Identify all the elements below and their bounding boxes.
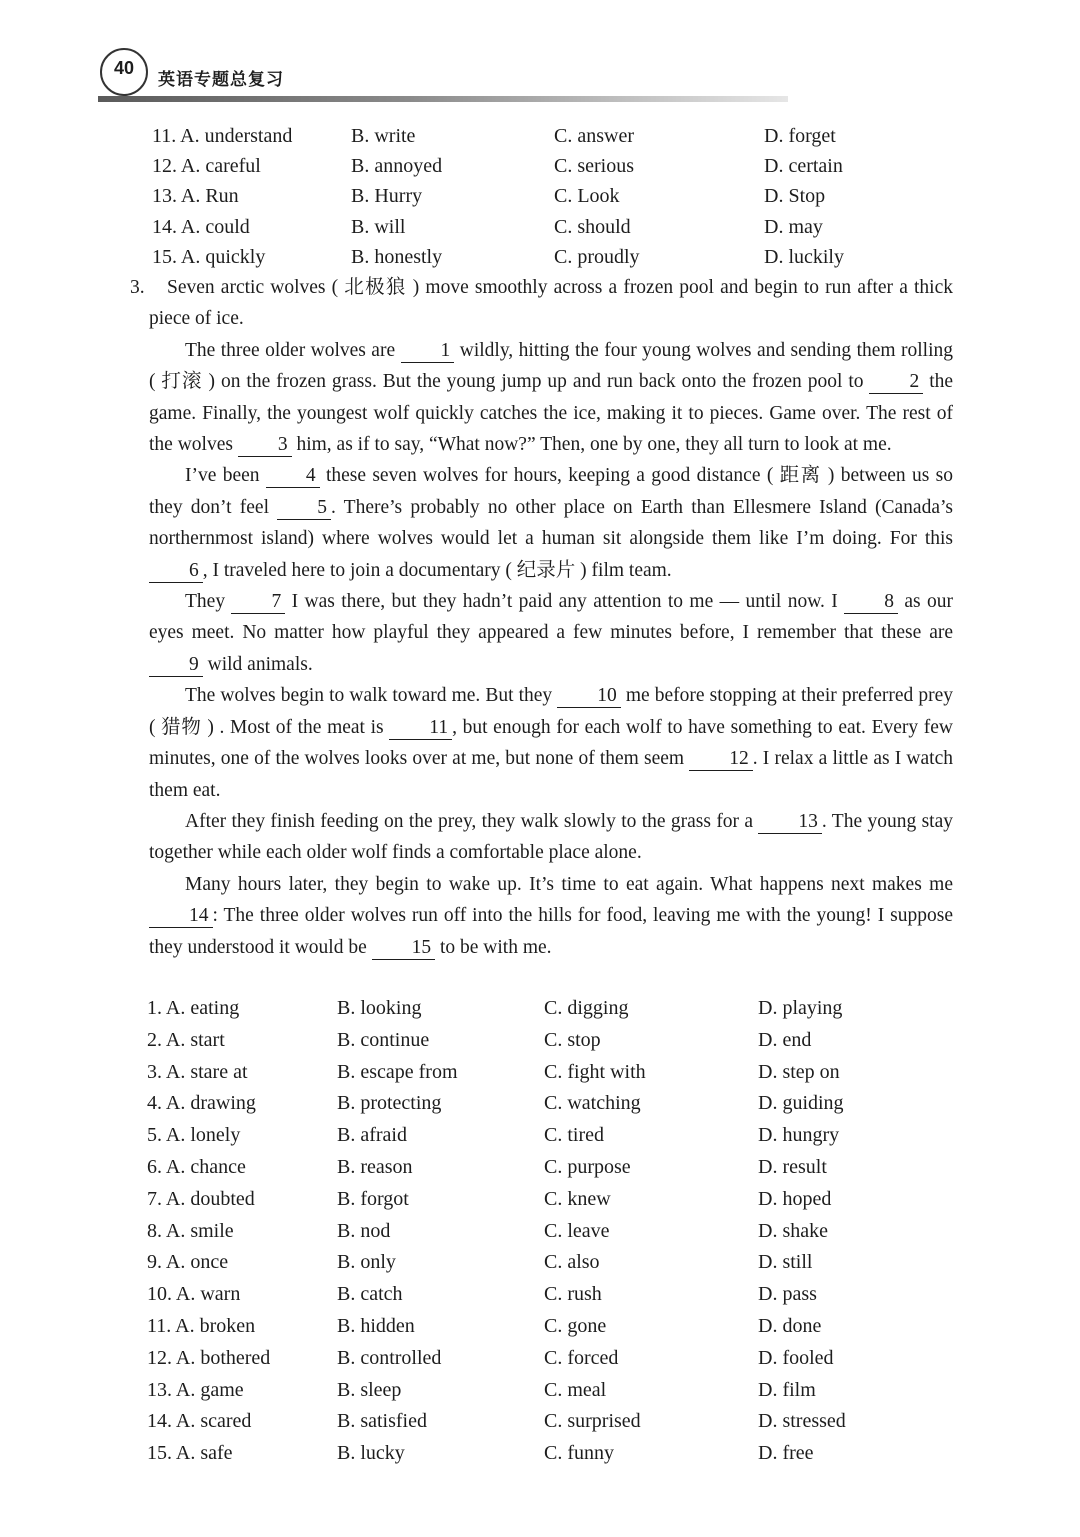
option-choice[interactable]: B. satisfied [337,1410,427,1433]
option-choice[interactable]: D. certain [764,155,843,178]
option-choice[interactable]: B. reason [337,1155,413,1178]
header-rule [98,96,788,102]
option-choice[interactable]: D. step on [758,1060,840,1083]
option-choice[interactable]: D. playing [758,997,843,1019]
option-choice[interactable]: 7. A. doubted [147,1187,255,1210]
passage-paragraph: 3. Seven arctic wolves ( 北极狼 ) move smoothly across a frozen pool and begin to run after a thick piece of ice. [149,272,953,335]
option-choice[interactable]: B. honestly [351,245,443,268]
option-choice[interactable]: C. meal [544,1378,607,1401]
option-choice[interactable]: C. also [544,1251,600,1274]
option-choice[interactable]: D. result [758,1155,827,1178]
option-choice[interactable]: D. shake [758,1219,828,1242]
option-choice[interactable]: D. end [758,1028,812,1051]
option-choice[interactable]: C. serious [554,155,634,178]
option-choice[interactable]: D. forget [764,125,836,147]
answer-blank[interactable]: 8 [844,591,898,614]
option-choice[interactable]: C. surprised [544,1410,641,1433]
cloze-passage [130,272,954,963]
answer-blank[interactable]: 7 [231,591,285,614]
option-choice[interactable]: D. done [758,1314,822,1337]
answer-blank[interactable]: 12 [689,748,753,771]
option-choice[interactable]: C. rush [544,1283,602,1306]
option-choice[interactable]: 12. A. bothered [147,1346,271,1369]
option-choice[interactable]: C. fight with [544,1060,646,1083]
page-header [98,46,788,108]
answer-blank[interactable]: 1 [401,340,455,363]
option-choice[interactable]: 6. A. chance [147,1155,246,1178]
option-choice[interactable]: 1. A. eating [147,997,240,1019]
option-choice[interactable]: C. knew [544,1187,611,1210]
book-title: 英语专题总复习 [158,70,284,90]
option-choice[interactable]: 11. A. broken [147,1314,256,1337]
option-choice[interactable]: D. luckily [764,245,844,268]
option-choice[interactable]: C. should [554,215,631,238]
option-choice[interactable]: D. free [758,1442,814,1465]
option-choice[interactable]: D. hungry [758,1124,840,1147]
answer-blank[interactable]: 14 [149,905,213,928]
option-choice[interactable]: D. still [758,1251,813,1274]
section-number: 3. [130,277,145,298]
option-choice[interactable]: B. lucky [337,1442,405,1465]
option-choice[interactable]: B. protecting [337,1092,442,1115]
answer-blank[interactable]: 11 [389,717,452,740]
option-choice[interactable]: C. proudly [554,245,640,268]
option-choice[interactable]: D. guiding [758,1092,844,1115]
option-choice[interactable]: C. stop [544,1028,601,1051]
passage-paragraph: They 7 I was there, but they hadn’t paid any attention to me — until now. I 8 as our eyes meet. No matter how playful they appeared a few minutes before, I remember that these are 9 wild animals. [149,591,953,675]
option-choice[interactable]: 14. A. could [152,215,250,238]
option-choice[interactable]: 15. A. quickly [152,245,266,268]
answer-blank[interactable]: 4 [266,465,320,488]
answer-blank[interactable]: 15 [372,937,436,960]
option-choice[interactable]: D. fooled [758,1346,834,1369]
option-choice[interactable]: D. pass [758,1283,817,1306]
option-choice[interactable]: 2. A. start [147,1028,225,1051]
passage-paragraph: Many hours later, they begin to wake up. It’s time to eat again. What happens next makes me 14 : The three older wolves run off into the hills for food, leaving me with the young! I suppose they understood it would be 15 to be with me. [149,873,953,958]
option-choice[interactable]: 11. A. understand [152,125,293,147]
option-choice[interactable]: 15. A. safe [147,1442,233,1465]
option-choice[interactable]: B. nod [337,1219,391,1242]
option-choice[interactable]: B. controlled [337,1346,442,1369]
answer-blank[interactable]: 5 [277,497,331,520]
option-choice[interactable]: D. hoped [758,1187,832,1210]
option-choice[interactable]: 3. A. stare at [147,1060,248,1083]
option-choice[interactable]: D. may [764,215,823,238]
option-choice[interactable]: D. film [758,1378,816,1401]
option-choice[interactable]: B. looking [337,997,422,1019]
option-choice[interactable]: 5. A. lonely [147,1124,241,1147]
option-choice[interactable]: C. Look [554,185,620,208]
option-choice[interactable]: B. will [351,215,406,238]
option-choice[interactable]: 14. A. scared [147,1410,252,1433]
passage-paragraph: After they finish feeding on the prey, they walk slowly to the grass for a 13 . The young stay together while each older wolf finds a comfortable place alone. [149,810,953,864]
option-choice[interactable]: C. forced [544,1346,619,1369]
answer-blank[interactable]: 9 [149,654,203,677]
option-choice[interactable]: B. catch [337,1283,403,1306]
option-choice[interactable]: C. watching [544,1092,641,1115]
option-choice[interactable]: B. continue [337,1028,430,1051]
passage-paragraph: The wolves begin to walk toward me. But they 10 me before stopping at their preferred prey ( 猎物 ) . Most of the meat is 11 , but enough for each wolf to have something to eat. Every few minutes, one of the wolves looks over at me, but none of them seem 12 . I relax a little as I watch them eat. [149,685,954,801]
option-choice[interactable]: B. escape from [337,1060,458,1083]
option-choice[interactable]: B. Hurry [351,185,423,208]
option-choice[interactable]: 9. A. once [147,1251,229,1274]
page-number: 40 [113,58,135,78]
answer-blank[interactable]: 10 [557,685,621,708]
option-choice[interactable]: B. hidden [337,1314,415,1337]
option-choice[interactable]: C. digging [544,997,629,1019]
option-choice[interactable]: B. forgot [337,1187,409,1210]
option-choice[interactable]: 12. A. careful [152,155,261,178]
option-choice[interactable]: C. answer [554,125,634,147]
answer-blank[interactable]: 6 [149,560,203,583]
option-choice[interactable]: B. only [337,1251,396,1274]
option-choice[interactable]: 4. A. drawing [147,1092,256,1115]
answer-blank[interactable]: 13 [758,811,822,834]
answer-blank[interactable]: 2 [869,371,923,394]
option-choice[interactable]: 10. A. warn [147,1283,241,1306]
option-choice[interactable]: B. sleep [337,1378,402,1401]
option-choice[interactable]: C. tired [544,1124,604,1147]
passage-paragraph: I’ve been 4 these seven wolves for hours, keeping a good distance ( 距离 ) between us so they don’t feel 5 . There’s probably no other place on Earth than Ellesmere Island (Canada’s northernmost island) where wolves would let a human sit alongside them like I’m doing. For this 6 , I traveled here to join a documentary ( 纪录片 ) film team. [149,465,954,581]
option-choice[interactable]: B. afraid [337,1124,407,1147]
option-choice[interactable]: B. write [351,125,416,147]
option-choice[interactable]: 13. A. game [147,1378,244,1401]
option-choice[interactable]: D. Stop [764,185,826,208]
option-choice[interactable]: C. gone [544,1314,607,1337]
passage-paragraph: The three older wolves are 1 wildly, hitting the four young wolves and sending them rolling ( 打滚 ) on the frozen grass. But the young jump up and run back onto the frozen pool to 2 the game. Finally, the youngest wolf quickly catches the ice, making it to pieces. Game over. The rest of the wolves 3 him, as if to say, “What now?” Then, one by one, they all turn to look at me. [149,339,954,456]
option-choice[interactable]: 13. A. Run [152,185,239,208]
answer-blank[interactable]: 3 [238,434,292,457]
option-choice[interactable]: C. funny [544,1442,614,1465]
option-choice[interactable]: B. annoyed [351,155,443,178]
option-choice[interactable]: 8. A. smile [147,1219,234,1242]
option-choice[interactable]: C. purpose [544,1155,631,1178]
option-choice[interactable]: D. stressed [758,1410,846,1433]
option-choice[interactable]: C. leave [544,1219,610,1242]
